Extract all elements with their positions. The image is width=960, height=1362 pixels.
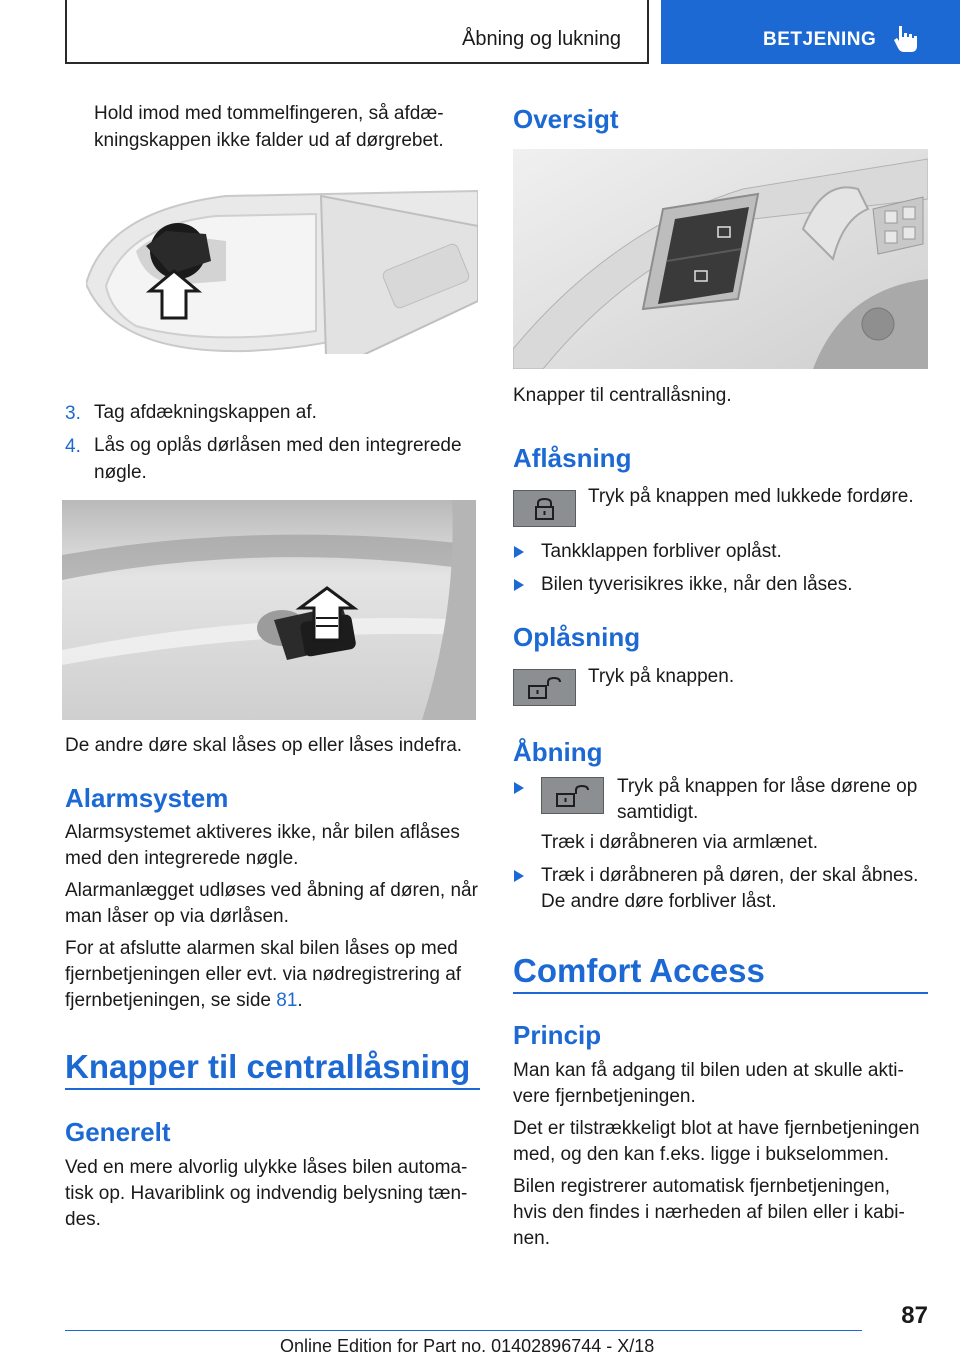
general-line-2: tisk op. Havariblink og indvendig belysning tæn-: [65, 1183, 468, 1204]
central-lock-rule: [65, 1088, 480, 1090]
unlock-button-image-2: [541, 777, 604, 814]
step-4-text-line-1: Lås og oplås dørlåsen med den integrerede: [94, 435, 462, 456]
open-bullet-1-sub: Træk i døråbneren via armlænet.: [541, 832, 819, 853]
step-3-number: 3.: [65, 403, 81, 424]
header-section-box: [65, 0, 649, 64]
hand-pointer-icon: [893, 24, 919, 54]
page-81-link[interactable]: 81: [276, 990, 298, 1011]
central-lock-heading: Knapper til centrallåsning: [65, 1048, 471, 1085]
footer-edition: [280, 1336, 654, 1357]
open-bullet-1-line-2: samtidigt.: [617, 802, 699, 823]
intro-line-2: kningskappen ikke falder ud af dørgrebet.: [94, 130, 444, 151]
alarm-heading: Alarmsystem: [65, 783, 229, 813]
alarm-p3-line-2: fjernbetjeningen eller evt. via nødregistrering af: [65, 964, 462, 985]
alarm-p3-period: .: [297, 990, 303, 1011]
unlock-text: Tryk på knappen.: [588, 666, 735, 687]
bullet-icon: [514, 546, 524, 558]
bullet-icon: [514, 579, 524, 591]
comfort-access-rule: [513, 992, 928, 994]
alarm-p3-text: fjernbetjeningen, se side: [65, 990, 277, 1011]
comfort-access-heading: Comfort Access: [513, 952, 765, 989]
page-number: 87: [901, 1302, 928, 1329]
header-chapter-box: [661, 0, 960, 64]
principle-p2-line-1: Det er tilstrækkeligt blot at have fjernbetjeningen: [513, 1118, 920, 1139]
step-4-text-line-2: nøgle.: [94, 462, 147, 483]
principle-p1-line-1: Man kan få adgang til bilen uden at skulle akti-: [513, 1060, 904, 1081]
principle-p3-line-3: nen.: [513, 1228, 550, 1249]
lock-bullet-2: Bilen tyverisikres ikke, når den låses.: [541, 574, 853, 595]
alarm-p2-line-1: Alarmanlægget udløses ved åbning af døren, når: [65, 880, 478, 901]
open-heading: Åbning: [513, 737, 603, 767]
door-panel-buttons-figure: [513, 149, 928, 369]
alarm-p1-line-1: Alarmsystemet aktiveres ikke, når bilen aflåses: [65, 822, 460, 843]
general-line-3: des.: [65, 1209, 101, 1230]
unlock-button-image: [513, 669, 576, 706]
alarm-p2-line-2: man låser op via dørlåsen.: [65, 906, 289, 927]
header-section-title: Åbning og lukning: [461, 28, 621, 50]
principle-p1-line-2: vere fjernbetjeningen.: [513, 1086, 696, 1107]
general-heading: Generelt: [65, 1117, 171, 1147]
open-lock-icon: [514, 670, 575, 705]
closed-lock-icon: [514, 491, 575, 526]
overview-caption: Knapper til centrallåsning.: [513, 385, 732, 406]
overview-heading: Oversigt: [513, 104, 619, 134]
principle-p3-line-1: Bilen registrerer automatisk fjernbetjeningen,: [513, 1176, 891, 1197]
open-bullet-1-line-1: Tryk på knappen for låse dørene op: [617, 776, 918, 797]
door-handle-cover-figure: [86, 186, 478, 354]
alarm-p3-line-1: For at afslutte alarmen skal bilen låses op med: [65, 938, 458, 959]
lock-bullet-1: Tankklappen forbliver oplåst.: [541, 541, 782, 562]
open-lock-icon: [542, 778, 603, 813]
open-bullet-2-line-1: Træk i døråbneren på døren, der skal åbnes.: [541, 865, 919, 886]
footer-edition-text: Online Edition for Part no. 01402896744 - X/18: [280, 1336, 655, 1356]
lock-button-image: [513, 490, 576, 527]
bullet-icon: [514, 870, 524, 882]
unlock-heading: Oplåsning: [513, 622, 641, 652]
alarm-p1-line-2: med den integrerede nøgle.: [65, 848, 299, 869]
step-4-number: 4.: [65, 436, 81, 457]
principle-p3-line-2: hvis den findes i nærheden af bilen eller i kabi-: [513, 1202, 905, 1223]
principle-heading: Princip: [513, 1020, 602, 1050]
intro-line-1: Hold imod med tommelfingeren, så afdæ-: [94, 103, 444, 124]
header-chapter-title: BETJENING: [763, 29, 877, 50]
step-3-text: Tag afdækningskappen af.: [94, 402, 317, 423]
door-lock-key-figure: [62, 500, 476, 720]
lock-text: Tryk på knappen med lukkede fordøre.: [588, 486, 914, 507]
open-bullet-2-line-2: De andre døre forbliver låst.: [541, 891, 777, 912]
lock-heading: Aflåsning: [513, 443, 632, 473]
other-doors-text: De andre døre skal låses op eller låses indefra.: [65, 735, 463, 756]
footer-rule: [65, 1330, 862, 1331]
alarm-p3-line-3: [65, 988, 303, 1013]
principle-p2-line-2: med, og den kan f.eks. ligge i bukselommen.: [513, 1144, 889, 1165]
general-line-1: Ved en mere alvorlig ulykke låses bilen automa-: [65, 1157, 468, 1178]
bullet-icon: [514, 782, 524, 794]
